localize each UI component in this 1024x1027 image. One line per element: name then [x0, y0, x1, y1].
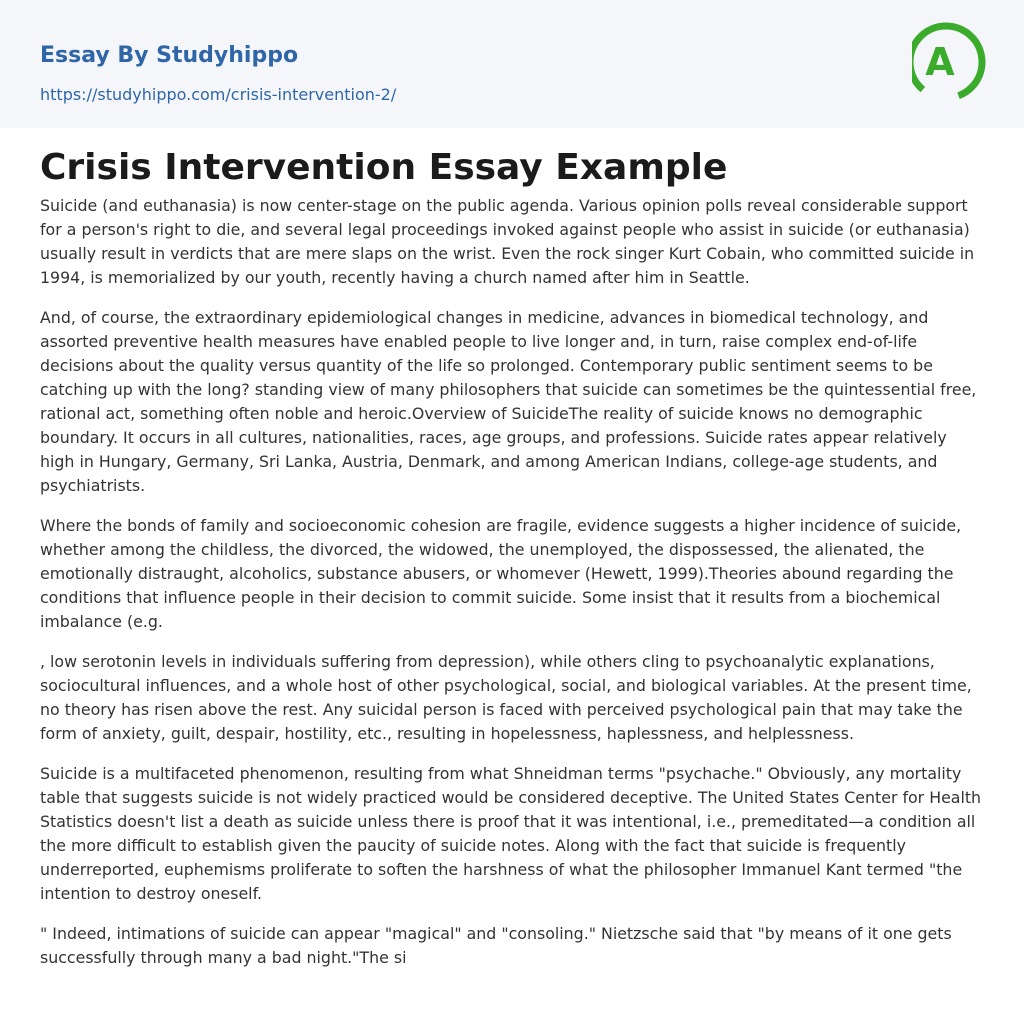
paragraph: " Indeed, intimations of suicide can appear "magical" and "consoling." Nietzsche said that "by means of it one gets successfully through many a bad night."The si — [40, 924, 952, 967]
paragraph: And, of course, the extraordinary epidemiological changes in medicine, advances in biomedical technology, and assorted preventive health measures have enabled people to live longer and, in turn, raise complex end-of-life decisions about the quality versus quantity of the life so prolonged. Contemporary public sentiment seems to be catching up with the long? standing view of many philosophers that suicide can sometimes be the quintessential free, rational act, something often noble and heroic.Overview of SuicideThe reality of suicide knows no demographic boundary. It occurs in all cultures, nationalities, races, age groups, and professions. Suicide rates appear relatively high in Hungary, Germany, Sri Lanka, Austria, Denmark, and among American Indians, college-age students, and psychiatrists. — [40, 308, 977, 495]
page-title: Crisis Intervention Essay Example — [40, 147, 728, 188]
paragraph: , low serotonin levels in individuals suffering from depression), while others cling to psychoanalytic explanations, sociocultural influences, and a whole host of other psychological, social, and biological variables. At the present time, no theory has risen above the rest. Any suicidal person is faced with perceived psychological pain that may take the form of anxiety, guilt, despair, hostility, etc., resulting in hopelessness, haplessness, and helplessness. — [40, 652, 972, 743]
paragraph: Suicide (and euthanasia) is now center-stage on the public agenda. Various opinion polls reveal considerable support for a person's right to die, and several legal proceedings invoked against people who assist in suicide (or euthanasia) usually result in verdicts that are mere slaps on the wrist. Even the rock singer Kurt Cobain, who committed suicide in 1994, is memorialized by our youth, recently having a church named after him in Seattle. — [40, 196, 975, 287]
site-header — [0, 0, 1024, 128]
paragraph: Suicide is a multifaceted phenomenon, resulting from what Shneidman terms "psychache." Obviously, any mortality table that suggests suicide is not widely practiced would be considered deceptive. The United States Center for Health Statistics doesn't list a death as suicide unless there is proof that it was intentional, i.e., premeditated—a condition all the more difficult to establish given the paucity of suicide notes. Along with the fact that suicide is frequently underreported, euphemisms proliferate to soften the harshness of what the philosopher Immanuel Kant termed "the intention to destroy oneself. — [40, 764, 982, 903]
essay-body — [40, 194, 986, 986]
logo-letter: A — [925, 40, 955, 84]
studyhippo-logo-icon[interactable] — [912, 18, 988, 106]
brand-name[interactable]: Essay By Studyhippo — [40, 43, 299, 68]
paragraph: Where the bonds of family and socioeconomic cohesion are fragile, evidence suggests a higher incidence of suicide, whether among the childless, the divorced, the widowed, the unemployed, the dispossessed, the alienated, the emotionally distraught, alcoholics, substance abusers, or whomever (Hewett, 1999).Theories abound regarding the conditions that influence people in their decision to commit suicide. Some insist that it results from a biochemical imbalance (e.g. — [40, 516, 962, 631]
source-url-link[interactable]: https://studyhippo.com/crisis-intervention-2/ — [40, 85, 397, 104]
